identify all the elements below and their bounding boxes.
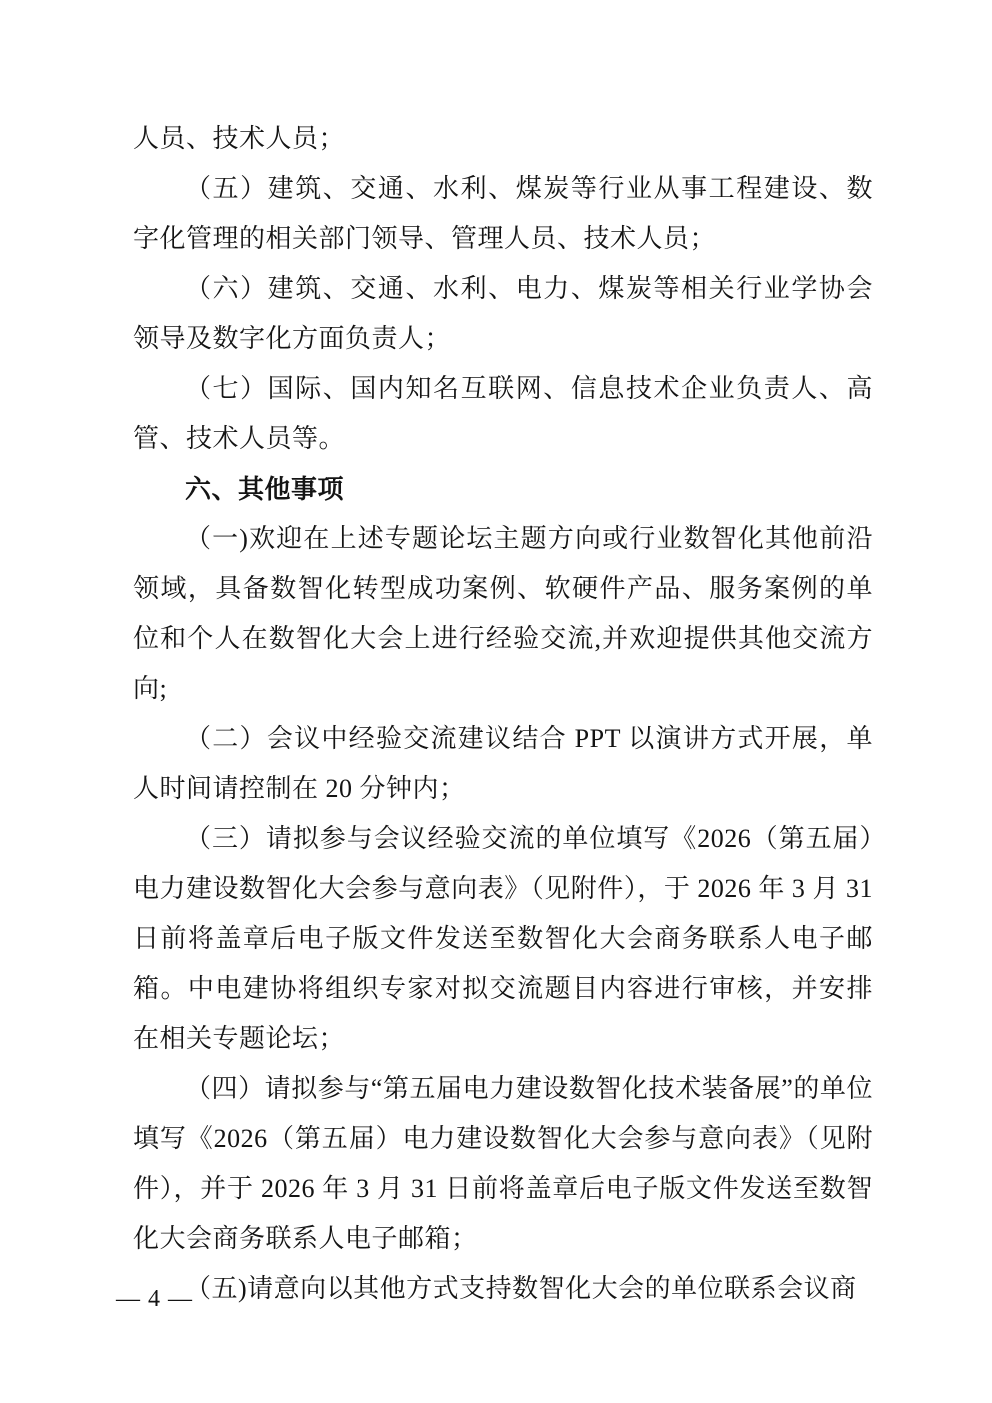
paragraph: （五）建筑、交通、水利、煤炭等行业从事工程建设、数字化管理的相关部门领导、管理人员、技术人员； [133,174,873,253]
paragraph: （三）请拟参与会议经验交流的单位填写《2026（第五届）电力建设数智化大会参与意向表》（见附件），于 2026 年 3 月 31 日前将盖章后电子版文件发送至数智化大会商务联系人电子邮箱。中电建协将组织专家对拟交流题目内容进行审核，并安排在相关专题论坛； [133,824,873,1053]
paragraph: （二）会议中经验交流建议结合 PPT 以演讲方式开展，单人时间请控制在 20 分钟内； [133,724,873,803]
paragraph: 人员、技术人员； [133,124,346,153]
document-body [133,114,873,1314]
paragraph: （七）国际、国内知名互联网、信息技术企业负责人、高管、技术人员等。 [133,374,873,453]
paragraph: （五)请意向以其他方式支持数智化大会的单位联系会议商 [185,1274,857,1303]
paragraph: （六）建筑、交通、水利、电力、煤炭等相关行业学协会领导及数字化方面负责人； [133,274,873,353]
section-heading: 六、其他事项 [185,474,345,504]
page-number: — 4 — [116,1286,193,1312]
paragraph: （一)欢迎在上述专题论坛主题方向或行业数智化其他前沿领域，具备数智化转型成功案例、软硬件产品、服务案例的单位和个人在数智化大会上进行经验交流,并欢迎提供其他交流方向; [133,524,873,703]
paragraph: （四）请拟参与“第五届电力建设数智化技术装备展”的单位填写《2026（第五届）电力建设数智化大会参与意向表》（见附件），并于 2026 年 3 月 31 日前将盖章后电子版文件发送至数智化大会商务联系人电子邮箱； [133,1074,873,1253]
